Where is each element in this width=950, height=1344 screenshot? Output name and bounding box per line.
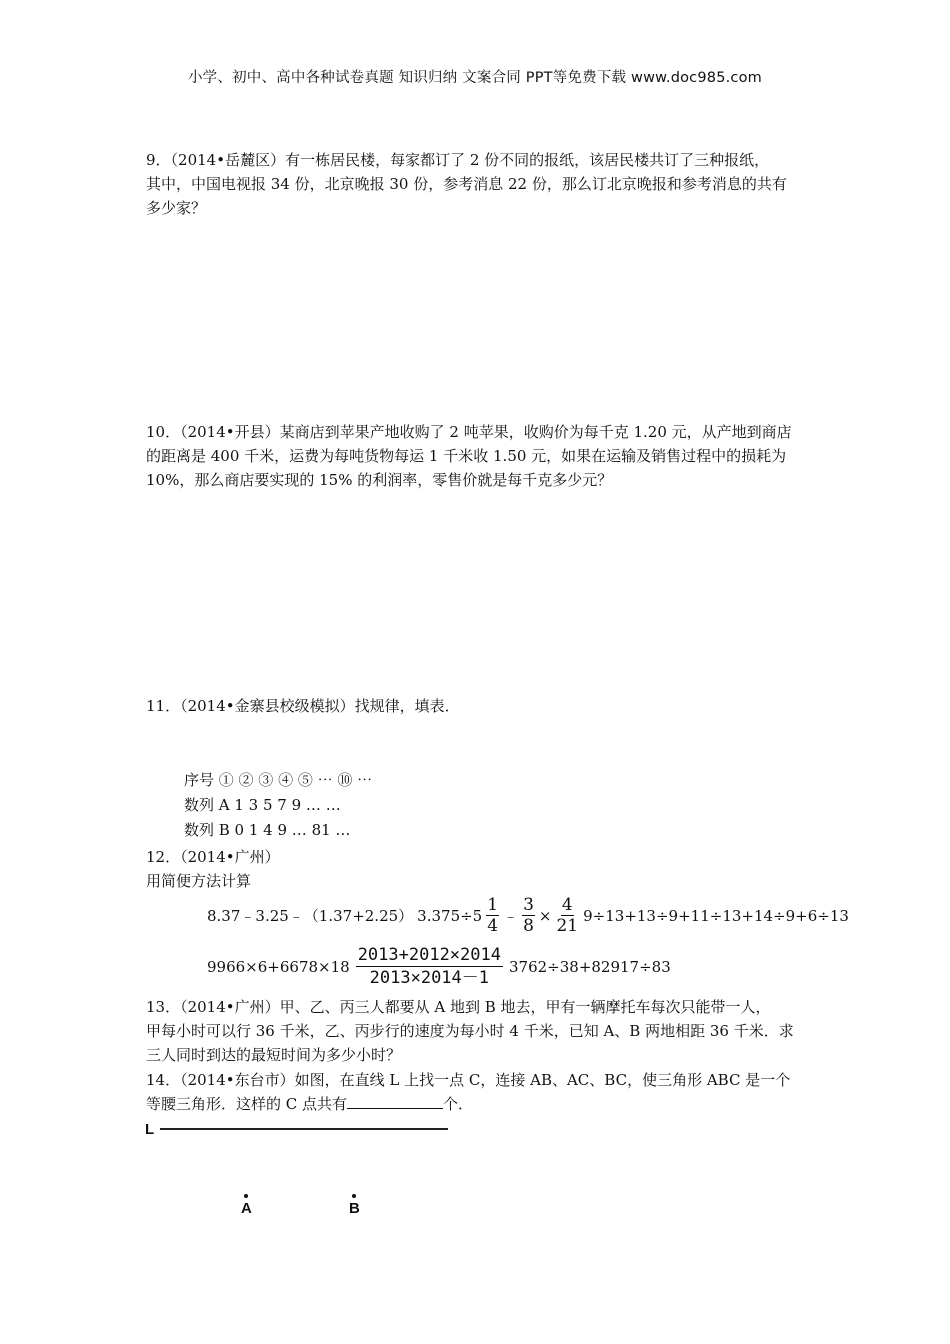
line-l-label: L xyxy=(145,1121,155,1138)
q12-big-fraction xyxy=(356,944,503,989)
q14-line2-prefix: 等腰三角形．这样的 C 点共有 xyxy=(146,1095,348,1113)
q12-line1: 12．（2014•广州） xyxy=(146,848,280,866)
point-b-label: B xyxy=(349,1200,360,1217)
fraction-numerator: 3 xyxy=(523,895,534,915)
q14-line1: 14．（2014•东台市）如图，在直线 L 上找一点 C，连接 AB、AC、BC，使三角形 ABC 是一个 xyxy=(146,1071,791,1089)
q12-fraction-2 xyxy=(522,895,535,936)
minus-sign: ﹣ xyxy=(503,907,519,925)
q13-line2: 甲每小时可以行 36 千米，乙、丙步行的速度为每小时 4 千米，已知 A、B 两地相距 36 千米．求 xyxy=(146,1022,794,1040)
q11-index-row: 序号 ① ② ③ ④ ⑤ ⋯ ⑩ ⋯ xyxy=(184,771,373,789)
q12-expr3: 9÷13+13÷9+11÷13+14÷9+6÷13 xyxy=(583,906,849,925)
q11-sequence-a: 数列 A 1 3 5 7 9 … … xyxy=(184,796,341,814)
fraction-denominator: 21 xyxy=(556,916,579,936)
point-b-dot xyxy=(352,1194,356,1198)
q10-line1: 10．（2014•开县）某商店到苹果产地收购了 2 吨苹果，收购价为每千克 1.20 元，从产地到商店 xyxy=(146,423,792,441)
q10-line2: 的距离是 400 千米，运费为每吨货物每运 1 千米收 1.50 元，如果在运输及销售过程中的损耗为 xyxy=(146,447,787,465)
fraction-denominator: 4 xyxy=(487,916,499,936)
q14-line2-suffix: 个． xyxy=(443,1095,474,1113)
fraction-denominator: 8 xyxy=(523,916,534,936)
q14-line2 xyxy=(146,1092,473,1116)
q12-line2: 用简便方法计算 xyxy=(146,872,252,890)
q12-expr2-prefix: 3.375÷5 xyxy=(417,906,483,925)
fraction-numerator: 4 xyxy=(561,895,573,915)
q12-expr1: 8.37﹣3.25﹣（1.37+2.25） xyxy=(207,907,414,925)
times-sign: × xyxy=(538,906,552,925)
q13-line3: 三人同时到达的最短时间为多少小时？ xyxy=(146,1046,402,1064)
q9-line1: 9．（2014•岳麓区）有一栋居民楼，每家都订了 2 份不同的报纸，该居民楼共订了三种报纸， xyxy=(146,151,770,169)
line-l xyxy=(160,1128,448,1130)
q11-line1: 11．（2014•金寨县校级模拟）找规律，填表． xyxy=(146,697,460,715)
q9-line2: 其中，中国电视报 34 份，北京晚报 30 份，参考消息 22 份，那么订北京晚报和参考消息的共有 xyxy=(146,175,787,193)
point-a-label: A xyxy=(241,1200,252,1217)
fraction-numerator: 2013+2012×2014 xyxy=(357,945,501,965)
q13-line1: 13．（2014•广州）甲、乙、丙三人都要从 A 地到 B 地去，甲有一辆摩托车每次只能带一人， xyxy=(146,998,771,1016)
answer-blank xyxy=(347,1092,443,1109)
q12-expr4: 9966×6+6678×18 xyxy=(207,957,350,976)
fraction-numerator: 1 xyxy=(487,895,499,915)
fraction-denominator: 2013×2014－1 xyxy=(369,968,490,988)
q12-expression-row-1 xyxy=(207,895,849,936)
point-a-dot xyxy=(244,1194,248,1198)
q9-line3: 多少家？ xyxy=(146,199,207,217)
q12-expression-row-2 xyxy=(207,944,671,989)
q12-fraction-1 xyxy=(486,895,499,936)
page-header: 小学、初中、高中各种试卷真题 知识归纳 文案合同 PPT等免费下载 www.doc985.com xyxy=(187,70,763,86)
q12-fraction-3 xyxy=(555,895,579,936)
q12-expr6: 3762÷38+82917÷83 xyxy=(508,957,671,976)
q11-sequence-b: 数列 B 0 1 4 9 … 81 … xyxy=(184,821,351,839)
q10-line3: 10%，那么商店要实现的 15% 的利润率，零售价就是每千克多少元？ xyxy=(146,471,613,489)
